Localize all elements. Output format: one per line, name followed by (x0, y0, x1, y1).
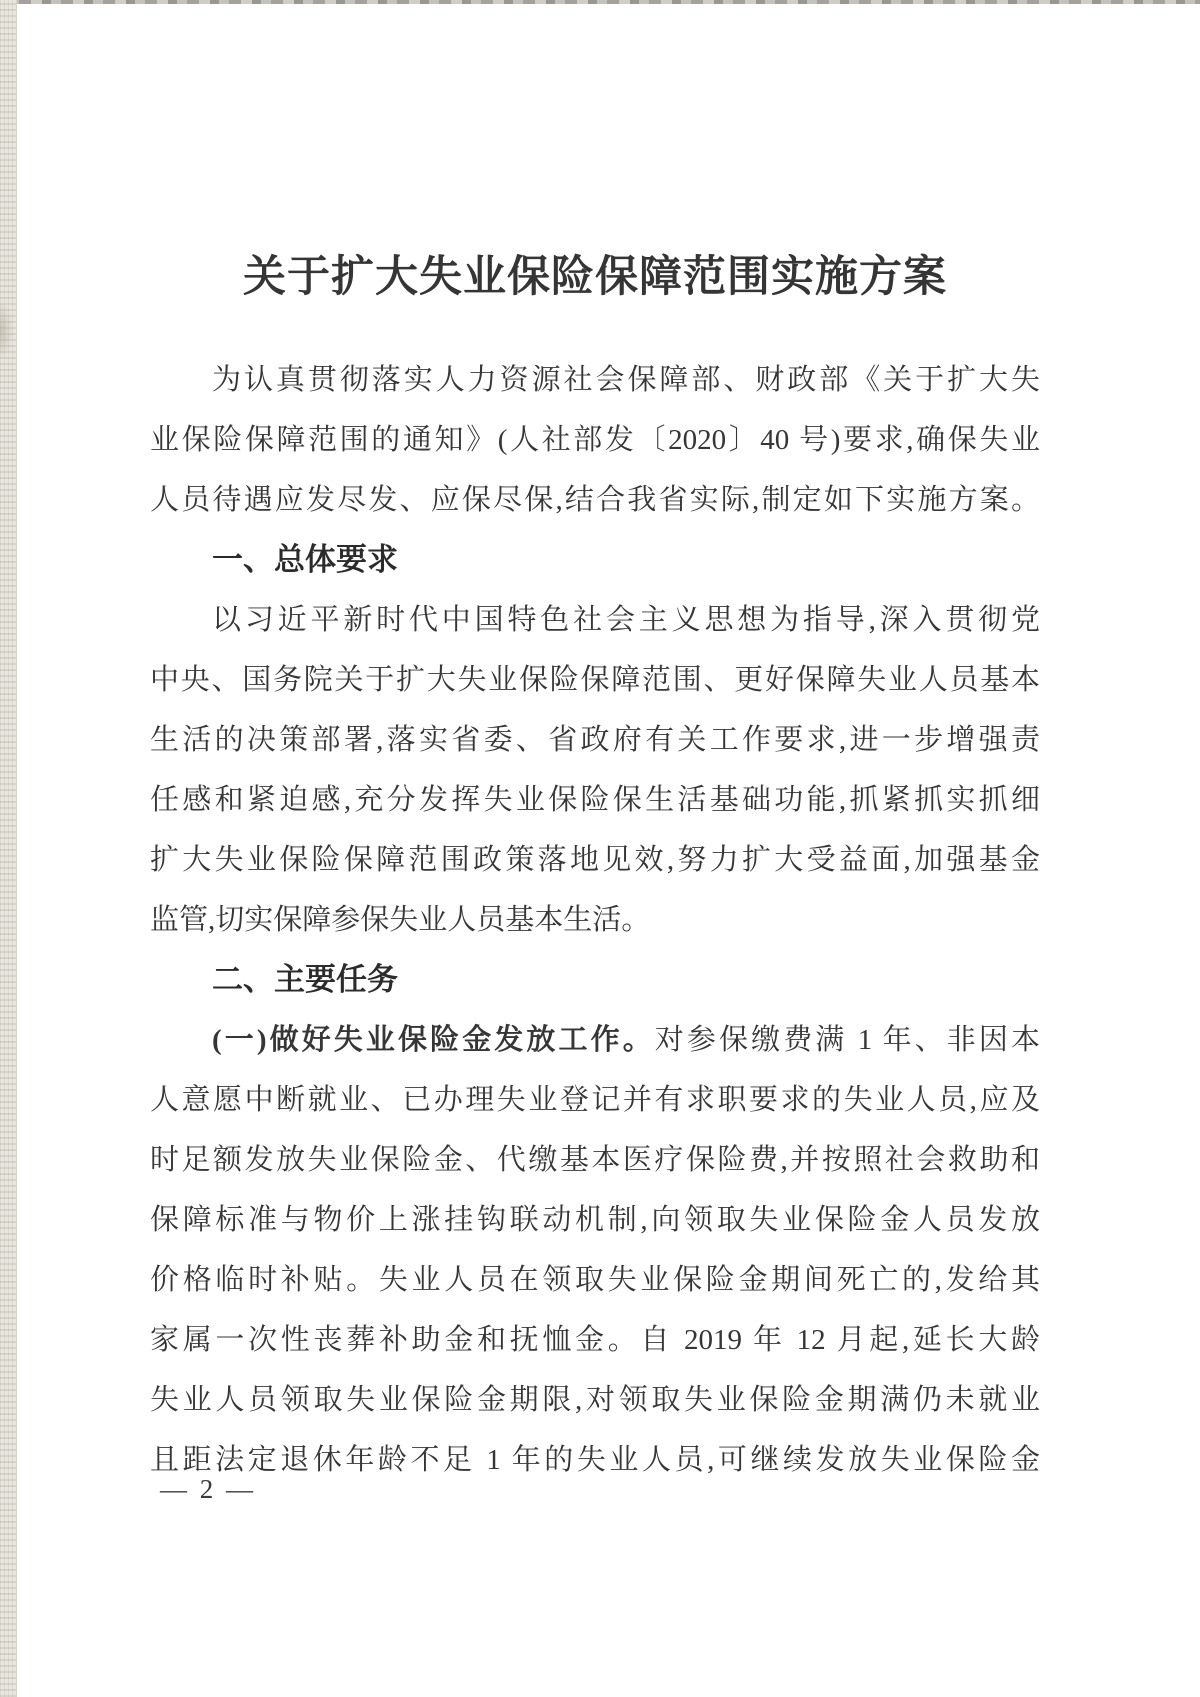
document-line: 扩大失业保险保障范围政策落地见效,努力扩大受益面,加强基金 (150, 844, 1040, 876)
document-body (150, 350, 1040, 1490)
line-text: 对参保缴费满 1 年、非因本 (654, 1024, 1040, 1056)
scan-top-edge (0, 0, 1200, 4)
document-line: 中央、国务院关于扩大失业保险保障范围、更好保障失业人员基本 (150, 664, 1040, 696)
document-line: 生活的决策部署,落实省委、省政府有关工作要求,进一步增强责 (150, 724, 1040, 756)
document-line: 且距法定退休年龄不足 1 年的失业人员,可继续发放失业保险金 (150, 1444, 1040, 1476)
section-heading-overall-requirements: 一、总体要求 (212, 542, 398, 578)
section-heading-main-tasks: 二、主要任务 (212, 962, 398, 998)
document-line: 家属一次性丧葬补助金和抚恤金。自 2019 年 12 月起,延长大龄 (150, 1324, 1040, 1356)
scan-left-edge (0, 0, 17, 1697)
document-line: 保障标准与物价上涨挂钩联动机制,向领取失业保险金人员发放 (150, 1204, 1040, 1236)
page-number: — 2 — (160, 1474, 256, 1504)
document-line: 任感和紧迫感,充分发挥失业保险保生活基础功能,抓紧抓实抓细 (150, 784, 1040, 816)
document-line: 以习近平新时代中国特色社会主义思想为指导,深入贯彻党 (212, 604, 1040, 636)
document-line: 监管,切实保障参保失业人员基本生活。 (150, 904, 651, 936)
document-line: 失业人员领取失业保险金期限,对领取失业保险金期满仍未就业 (150, 1384, 1040, 1416)
document-line: 时足额发放失业保险金、代缴基本医疗保险费,并按照社会救助和 (150, 1144, 1040, 1176)
document-line: 人员待遇应发尽发、应保尽保,结合我省实际,制定如下实施方案。 (150, 484, 1040, 516)
document-line: 业保险保障范围的通知》(人社部发〔2020〕40 号)要求,确保失业 (150, 424, 1040, 456)
document-line (150, 1010, 1040, 1070)
document-line: 价格临时补贴。失业人员在领取失业保险金期间死亡的,发给其 (150, 1264, 1040, 1296)
scan-smudge (0, 300, 14, 360)
document-title: 关于扩大失业保险保障范围实施方案 (243, 254, 947, 301)
item-label: (一)做好失业保险金发放工作。 (212, 1024, 655, 1056)
document-line: 为认真贯彻落实人力资源社会保障部、财政部《关于扩大失 (212, 364, 1040, 396)
document-line: 人意愿中断就业、已办理失业登记并有求职要求的失业人员,应及 (150, 1084, 1040, 1116)
